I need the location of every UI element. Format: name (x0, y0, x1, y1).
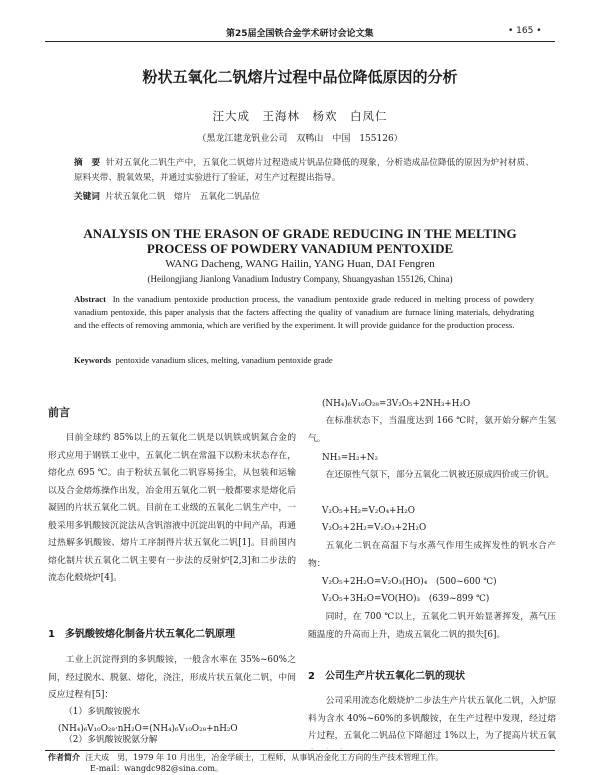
footnote-email: E-mail：wangdc982@sina.com。 (90, 764, 223, 773)
running-header (0, 26, 600, 40)
abstract-zh-label: 摘 要 (74, 158, 101, 168)
header-rule (45, 41, 555, 42)
right-paragraph-3: 五氧化二钒在高温下与水蒸气作用生成挥发性的钒水合产物： (308, 541, 556, 569)
proceedings-title: 第25届全国铁合金学术研讨会论文集 (226, 29, 374, 39)
keywords-en-text: pentoxide vanadium slices, melting, vanadium pentoxide grade (115, 355, 333, 365)
equation-hydrate-1: V₂O₅+2H₂O=V₂O₃(HO)₄ (500~600 ℃) (322, 577, 497, 587)
section1-paragraph: 工业上沉淀得到的多钒酸铵，一般含水率在 35%~60%之间，经过脱水、脱氨、熔化，浇注，形成片状五氧化二钒，中间反应过程有[5]： (48, 655, 296, 700)
equation-reduction-2: V₂O₅+2H₂=V₂O₃+2H₂O (322, 523, 427, 533)
section2-heading: 2 公司生产片状五氧化二钒的现状 (308, 671, 465, 682)
keywords-zh-label: 关键词 (74, 192, 100, 202)
keywords-zh-text: 片状五氧化二钒 熔片 五氧化二钒品位 (105, 192, 260, 202)
step1-label: （1）多钒酸铵脱水 (64, 707, 140, 717)
right-paragraph-1: 在标准状态下，当温度达到 166 ℃时，氨开始分解产生氢气。 (308, 416, 556, 444)
authors-en: WANG Dacheng, WANG Hailin, YANG Huan, DAI Fengren (165, 258, 435, 270)
equation-reduction-1: V₂O₅+H₂=V₂O₄+H₂O (322, 506, 415, 516)
equation-ammonia-split: NH₃=H₂+N₂ (322, 453, 379, 463)
affiliation-zh: （黑龙江建龙钒业公司 双鸭山 中国 155126） (197, 134, 403, 144)
equation-dehydration: (NH₄)₆V₁₀O₂₈·nH₂O=(NH₄)₆V₁₀O₂₈+nH₂O (58, 724, 238, 734)
equation-deammoniation: (NH₄)₆V₁₀O₂₈=3V₂O₅+2NH₃+H₂O (322, 399, 471, 409)
keywords-en-label: Keywords (74, 355, 112, 365)
footnote-label: 作者简介 (48, 753, 80, 762)
abstract-zh-text: 针对五氧化二钒生产中，五氧化二钒熔片过程造成片钒品位降低的现象，分析造成品位降低的原因为炉衬材质、原料夹带、脱氧效果，并通过实验进行了验证，对生产过程提出指导。 (74, 158, 534, 183)
footnote-rule (45, 750, 555, 751)
paper-title-en-line2: PROCESS OF POWDERY VANADIUM PENTOXIDE (146, 241, 454, 256)
right-paragraph-4: 同时，在 700 ℃以上，五氧化二钒开始显著挥发，蒸气压随温度的升高而上升，造成五氧化二钒的损失[6]。 (308, 612, 556, 640)
abstract-en (74, 293, 534, 332)
section2-paragraph: 公司采用流态化煅烧炉二步法生产片状五氧化二钒，入炉原料为含水 40%~60%的多钒酸铵，在生产过程中发现，经过熔片过程，五氧化二钒品位下降超过 1%以上，为了提高片状五氧 (308, 696, 556, 741)
affiliation-en: (Heilongjiang Jianlong Vanadium Industry Company, Shuangyashan 155126, China) (147, 274, 453, 284)
abstract-en-label: Abstract (74, 294, 106, 304)
preface-heading: 前言 (48, 406, 70, 419)
page-number: • 165 • (508, 26, 542, 36)
equation-hydrate-2: V₂O₅+3H₂O=VO(HO)₃ (639~899 ℃) (322, 594, 490, 604)
footnote-author (48, 752, 443, 763)
paper-title-zh: 粉状五氧化二钒熔片过程中品位降低原因的分析 (142, 68, 458, 86)
abstract-en-text: In the vanadium pentoxide production process, the vanadium pentoxide grade reduced in melting process of powdery vanadium pentoxide, this paper analysis that the facters affecting the quality of vanadium are furnace lining materials, dehydrating and the effects of removing ammonia, which are verified by the experiment. It will provide guidance for the production process. (74, 294, 535, 330)
section1-heading: 1 多钒酸铵熔化制备片状五氧化二钒原理 (48, 629, 235, 640)
abstract-zh (74, 156, 534, 186)
preface-paragraph: 目前全球约 85%以上的五氧化二钒是以钒铁或钒氮合金的形式应用于钢铁工业中，五氧化二钒在常温下以粉末状态存在，熔化点 695 ℃。由于粉状五氧化二钒容易扬尘，从包装和运输以及合金熔炼操作出发，冶金用五氧化二钒一般都要求是熔化后凝固的片状五氧化二钒。目前在工业级的五氧化二钒生产中，一般采用多钒酸铵沉淀法从含钒溶液中沉淀出钒的中间产品，再通过热解多钒酸铵、熔片工序制得片状五氧化二钒[1]。目前国内熔化制片状五氧化二钒主要有一步法的反射炉[2,3]和二步法的流态化煅烧炉[4]。 (48, 433, 296, 583)
keywords-en (74, 354, 534, 367)
step2-label: （2）多钒酸铵脱氨分解 (64, 735, 158, 745)
authors-zh: 汪大成 王海林 杨欢 白凤仁 (212, 109, 388, 123)
keywords-zh (74, 190, 534, 205)
right-paragraph-2: 在还原性气氛下，部分五氧化二钒被还原成四价或三价钒。 (325, 470, 555, 480)
footnote-line1: 汪大成 男，1979 年 10 月出生，冶金学硕士，工程师，从事钒冶金化工方向的生产技术管理工作。 (85, 753, 444, 762)
paper-title-en-line1: ANALYSIS ON THE ERASON OF GRADE REDUCING IN THE MELTING (83, 226, 517, 241)
